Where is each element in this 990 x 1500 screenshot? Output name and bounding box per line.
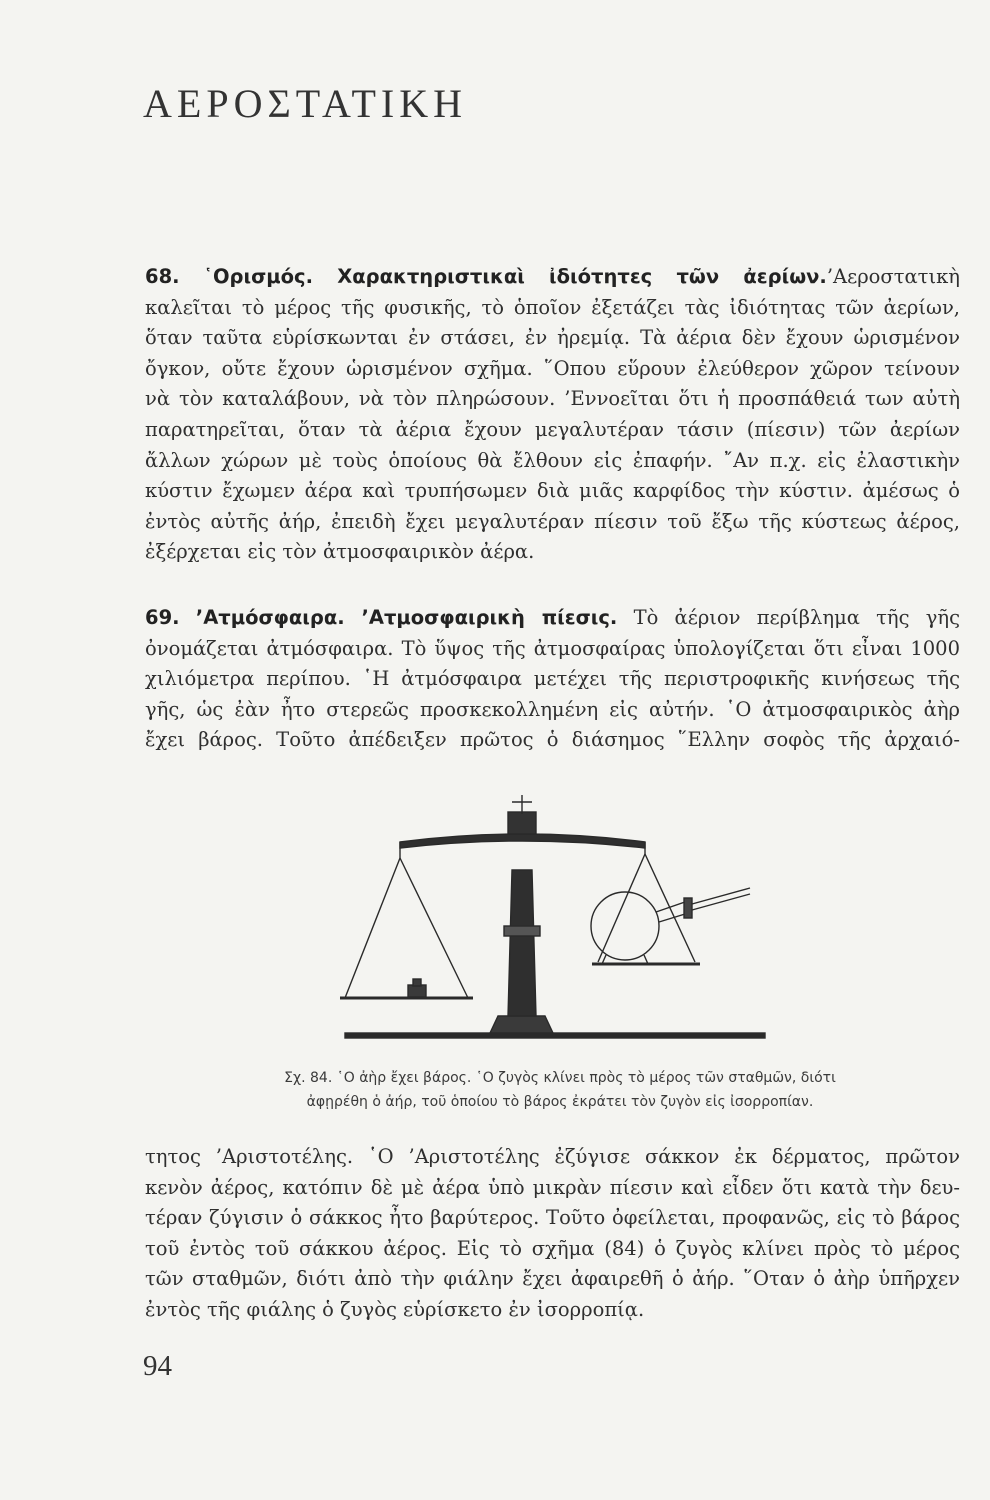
text-line: τοῦ ἐντὸς τοῦ σάκκου ἀέρος. Εἰς τὸ σχῆμα (84) ὁ ζυγὸς κλίνει πρὸς τὸ μέρος [145,1236,960,1260]
continuation-paragraph [145,1142,960,1326]
text-line: κύστιν ἔχωμεν ἀέρα καὶ τρυπήσωμεν διὰ μιᾶς καρφίδος τὴν κύστιν. ἀμέσως ὁ [145,479,960,503]
balance-beam [400,834,645,848]
base-platform [345,1033,765,1038]
balance-scale-illustration [340,790,770,1050]
text-line: κενὸν ἀέρος, κατόπιν δὲ μὲ ἀέρα ὑπὸ μικρὰν πίεσιν καὶ εἶδεν ὅτι κατὰ τὴν δευ- [145,1175,960,1199]
figure-caption [180,1066,940,1114]
text-line: ’Αεροστατικὴ [826,265,960,288]
text-line: ἐντὸς τῆς φιάλης ὁ ζυγὸς εὑρίσκετο ἐν ἰσορροπίᾳ. [145,1297,645,1321]
section-69-first-line [145,603,960,634]
text-line: ἐντὸς αὐτῆς ἀήρ, ἐπειδὴ ἔχει μεγαλυτέραν πίεσιν τοῦ ἔξω τῆς κύστεως ἀέρος, [145,509,960,533]
flask-neck [656,902,685,922]
text-line: τῶν σταθμῶν, διότι ἀπὸ τὴν φιάλην ἔχει ἀφαιρεθῆ ὁ ἀήρ. ῞Οταν ὁ ἀὴρ ὑπῆρχεν [145,1267,960,1291]
page-title: ΑΕΡΟΣΤΑΤΙΚΗ [143,81,467,126]
section-68-title: ῾Ορισμός. Χαρακτηριστικαὶ ἰδιότητες τῶν ἀερίων. [203,265,827,288]
text-line: τητος ’Αριστοτέλης. ῾Ο ’Αριστοτέλης ἐζύγισε σάκκον ἐκ δέρματος, πρῶτον [145,1145,960,1168]
text-line: παρατηρεῖται, ὅταν τὰ ἀέρια ἔχουν μεγαλυτέραν τάσιν (πίεσιν) τῶν ἀερίων [145,417,960,441]
section-68-paragraph [145,262,960,568]
text-line: τέραν ζύγισιν ὁ σάκκος ἦτο βαρύτερος. Τοῦτο ὀφείλεται, προφανῶς, εἰς τὸ βάρος [145,1206,960,1230]
fulcrum-cap [508,812,536,834]
section-68-first-line [145,262,960,293]
left-string [400,858,468,998]
weight-knob [413,979,421,986]
text-line: ὀνομάζεται ἀτμόσφαιρα. Τὸ ὕψος τῆς ἀτμοσφαίρας ὑπολογίζεται ὅτι εἶναι 1000 [145,636,960,660]
text-line: Τὸ ἀέριον περίβλημα τῆς γῆς [633,606,961,629]
caption-line: ἀφῃρέθη ὁ ἀήρ, τοῦ ὁποίου τὸ βάρος ἐκράτει τὸν ζυγὸν εἰς ἰσορροπίαν. [306,1094,814,1110]
section-69-title: ’Ατμόσφαιρα. ’Ατμοσφαιρικὴ πίεσις. [195,606,618,629]
text-line: ἐξέρχεται εἰς τὸν ἀτμοσφαιρικὸν ἀέρα. [145,540,535,564]
flask-bulb [591,892,659,960]
text-line: ὄγκον, οὔτε ἔχουν ὡρισμένον σχῆμα. ῞Οπου εὕρουν ἐλεύθερον χῶρον τείνουν [145,356,960,380]
weight [408,985,426,997]
section-69-number: 69. [145,606,180,629]
text-line: ἄλλων χώρων μὲ τοὺς ὁποίους θὰ ἔλθουν εἰς ἐπαφήν. ῎Αν π.χ. εἰς ἐλαστικὴν [145,448,960,472]
column [508,870,536,1016]
text-line: ἔχει βάρος. Τοῦτο ἀπέδειξεν πρῶτος ὁ διάσημος ῞Ελλην σοφὸς τῆς ἀρχαιό- [145,728,960,752]
text-line: ὅταν ταῦτα εὑρίσκωνται ἐν στάσει, ἐν ἠρεμίᾳ. Τὰ ἀέρια δὲν ἔχουν ὡρισμένον [145,326,960,350]
section-68-number: 68. [145,265,180,288]
caption-line: Σχ. 84. ῾Ο ἀὴρ ἔχει βάρος. ῾Ο ζυγὸς κλίνει πρὸς τὸ μέρος τῶν σταθμῶν, διότι [284,1070,836,1086]
pedestal [490,1016,553,1033]
column-collar [504,926,540,936]
right-string [598,854,645,962]
section-69-paragraph [145,603,960,756]
text-line: γῆς, ὡς ἐὰν ἦτο στερεῶς προσκεκολλημένη εἰς αὐτήν. ῾Ο ἀτμοσφαιρικὸς ἀὴρ [145,697,960,721]
left-string [345,858,400,998]
stopcock [684,898,692,918]
text-line: νὰ τὸν καταλάβουν, νὰ τὸν πληρώσουν. ’Εννοεῖται ὅτι ἡ προσπάθειά των αὐτὴ [145,387,960,411]
text-line: χιλιόμετρα περίπου. ῾Η ἀτμόσφαιρα μετέχει τῆς περιστροφικῆς κινήσεως τῆς [145,667,960,691]
page-number: 94 [143,1350,172,1382]
text-line: καλεῖται τὸ μέρος τῆς φυσικῆς, τὸ ὁποῖον ἐξετάζει τὰς ἰδιότητας τῶν ἀερίων, [145,295,960,319]
